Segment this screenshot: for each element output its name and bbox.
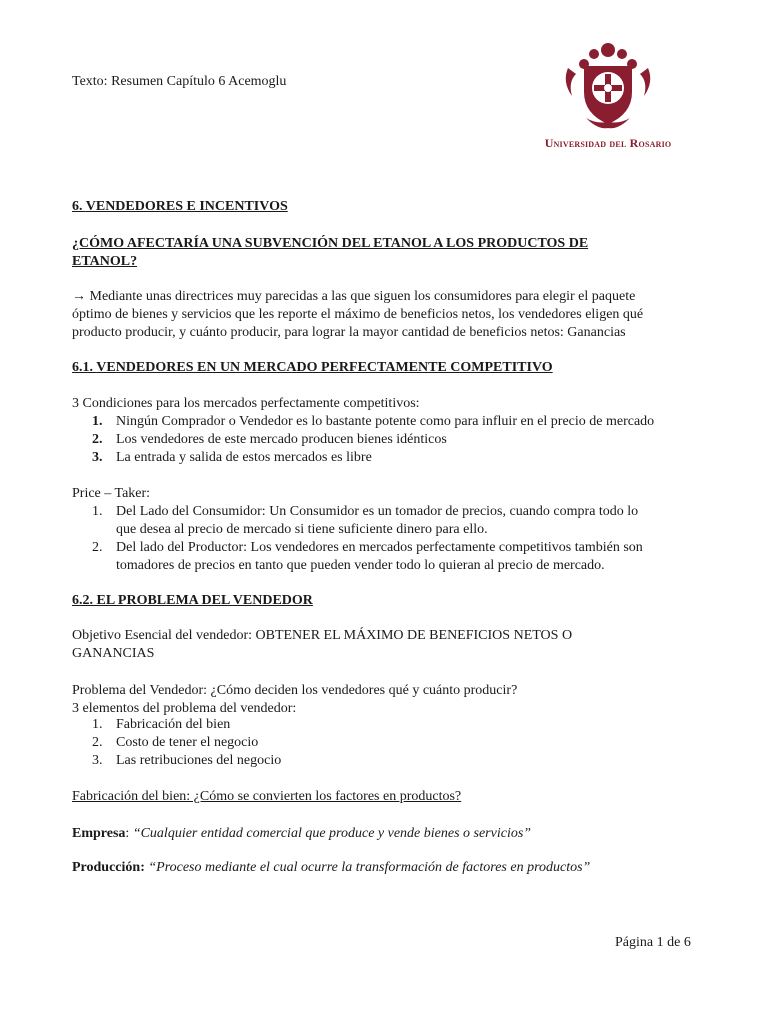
problem-elements-list [92, 716, 704, 770]
fabrication-question: Fabricación del bien: ¿Cómo se convierten los factores en productos? [72, 789, 462, 804]
item-number: 2. [92, 735, 103, 750]
question-line-2: ETANOL? [72, 254, 138, 269]
problem-line-1: Problema del Vendedor: ¿Cómo deciden los vendedores qué y cuánto producir? [72, 683, 518, 698]
problem-paragraph [72, 682, 702, 718]
item-text: Las retribuciones del negocio [116, 753, 282, 768]
price-taker-intro: Price – Taker: [72, 486, 151, 501]
item-number: 3. [92, 450, 103, 465]
list-item [92, 716, 704, 734]
conditions-intro: 3 Condiciones para los mercados perfectamente competitivos: [72, 396, 420, 411]
price-taker-list [92, 503, 704, 575]
empresa-separator: : [125, 826, 130, 841]
item-text: Los vendedores de este mercado producen bienes idénticos [116, 432, 447, 447]
conditions-list [92, 413, 704, 467]
empresa-def: “Cualquier entidad comercial que produce y vende bienes o servicios” [132, 826, 532, 841]
intro-line-3: producto producir, y cuánto producir, para lograr la mayor cantidad de beneficios netos: Ganancias [72, 325, 626, 340]
question-heading [72, 235, 588, 271]
section-6-number: 6. [72, 199, 83, 214]
list-item [92, 752, 704, 770]
item-number: 2. [92, 540, 103, 555]
university-logo [528, 30, 688, 160]
section-6-title: VENDEDORES E INCENTIVOS [85, 199, 288, 214]
objective-line-1: Objetivo Esencial del vendedor: OBTENER EL MÁXIMO DE BENEFICIOS NETOS O [72, 628, 573, 643]
list-item [92, 431, 704, 449]
item-line-1: Del lado del Productor: Los vendedores en mercados perfectamente competitivos también son [116, 540, 643, 555]
problem-line-2: 3 elementos del problema del vendedor: [72, 701, 297, 716]
section-6-2-title: EL PROBLEMA DEL VENDEDOR [96, 593, 313, 608]
item-text: Fabricación del bien [116, 717, 231, 732]
item-text: Ningún Comprador o Vendedor es lo bastante potente como para influir en el precio de mercado [116, 414, 655, 429]
intro-paragraph [72, 288, 702, 342]
produccion-definition [72, 859, 702, 877]
objective-line-2: GANANCIAS [72, 646, 155, 661]
question-line-1: ¿CÓMO AFECTARÍA UNA SUBVENCIÓN DEL ETANOL A LOS PRODUCTOS DE [72, 236, 589, 251]
section-6-1-heading [72, 359, 553, 377]
item-number: 1. [92, 504, 103, 519]
intro-line-1: → Mediante unas directrices muy parecidas a las que siguen los consumidores para elegir el paquete [72, 289, 636, 304]
list-item [92, 449, 704, 467]
section-6-1-number: 6.1. [72, 360, 93, 375]
item-line-2: tomadores de precios en tanto que pueden vender todo lo quieran al precio de mercado. [116, 558, 605, 573]
empresa-definition [72, 825, 702, 843]
section-6-heading [72, 198, 288, 216]
document-header: Texto: Resumen Capítulo 6 Acemoglu [72, 74, 287, 89]
list-item [92, 413, 704, 431]
intro-line-2: óptimo de bienes y servicios que les reporte el máximo de beneficios netos, los vendedores eligen qué [72, 307, 644, 322]
page-number: Página 1 de 6 [615, 935, 691, 950]
item-line-1: Del Lado del Consumidor: Un Consumidor es un tomador de precios, cuando compra todo lo [116, 504, 639, 519]
objective-paragraph [72, 627, 702, 663]
university-name: Universidad del Rosario [544, 136, 672, 150]
list-item [92, 734, 704, 752]
empresa-term: Empresa [72, 826, 126, 841]
list-item [92, 539, 704, 575]
item-text: Costo de tener el negocio [116, 735, 259, 750]
item-text: La entrada y salida de estos mercados es libre [116, 450, 372, 465]
item-number: 1. [92, 717, 103, 732]
item-number: 1. [92, 414, 103, 429]
item-number: 3. [92, 753, 103, 768]
produccion-term: Producción: [72, 860, 145, 875]
item-line-2: que desea al precio de mercado si tiene suficiente dinero para ello. [116, 522, 488, 537]
section-6-1-title: VENDEDORES EN UN MERCADO PERFECTAMENTE COMPETITIVO [96, 360, 553, 375]
section-6-2-number: 6.2. [72, 593, 93, 608]
list-item [92, 503, 704, 539]
item-number: 2. [92, 432, 103, 447]
section-6-2-heading [72, 592, 313, 610]
university-seal-icon [528, 30, 688, 134]
produccion-def: “Proceso mediante el cual ocurre la transformación de factores en productos” [148, 860, 591, 875]
